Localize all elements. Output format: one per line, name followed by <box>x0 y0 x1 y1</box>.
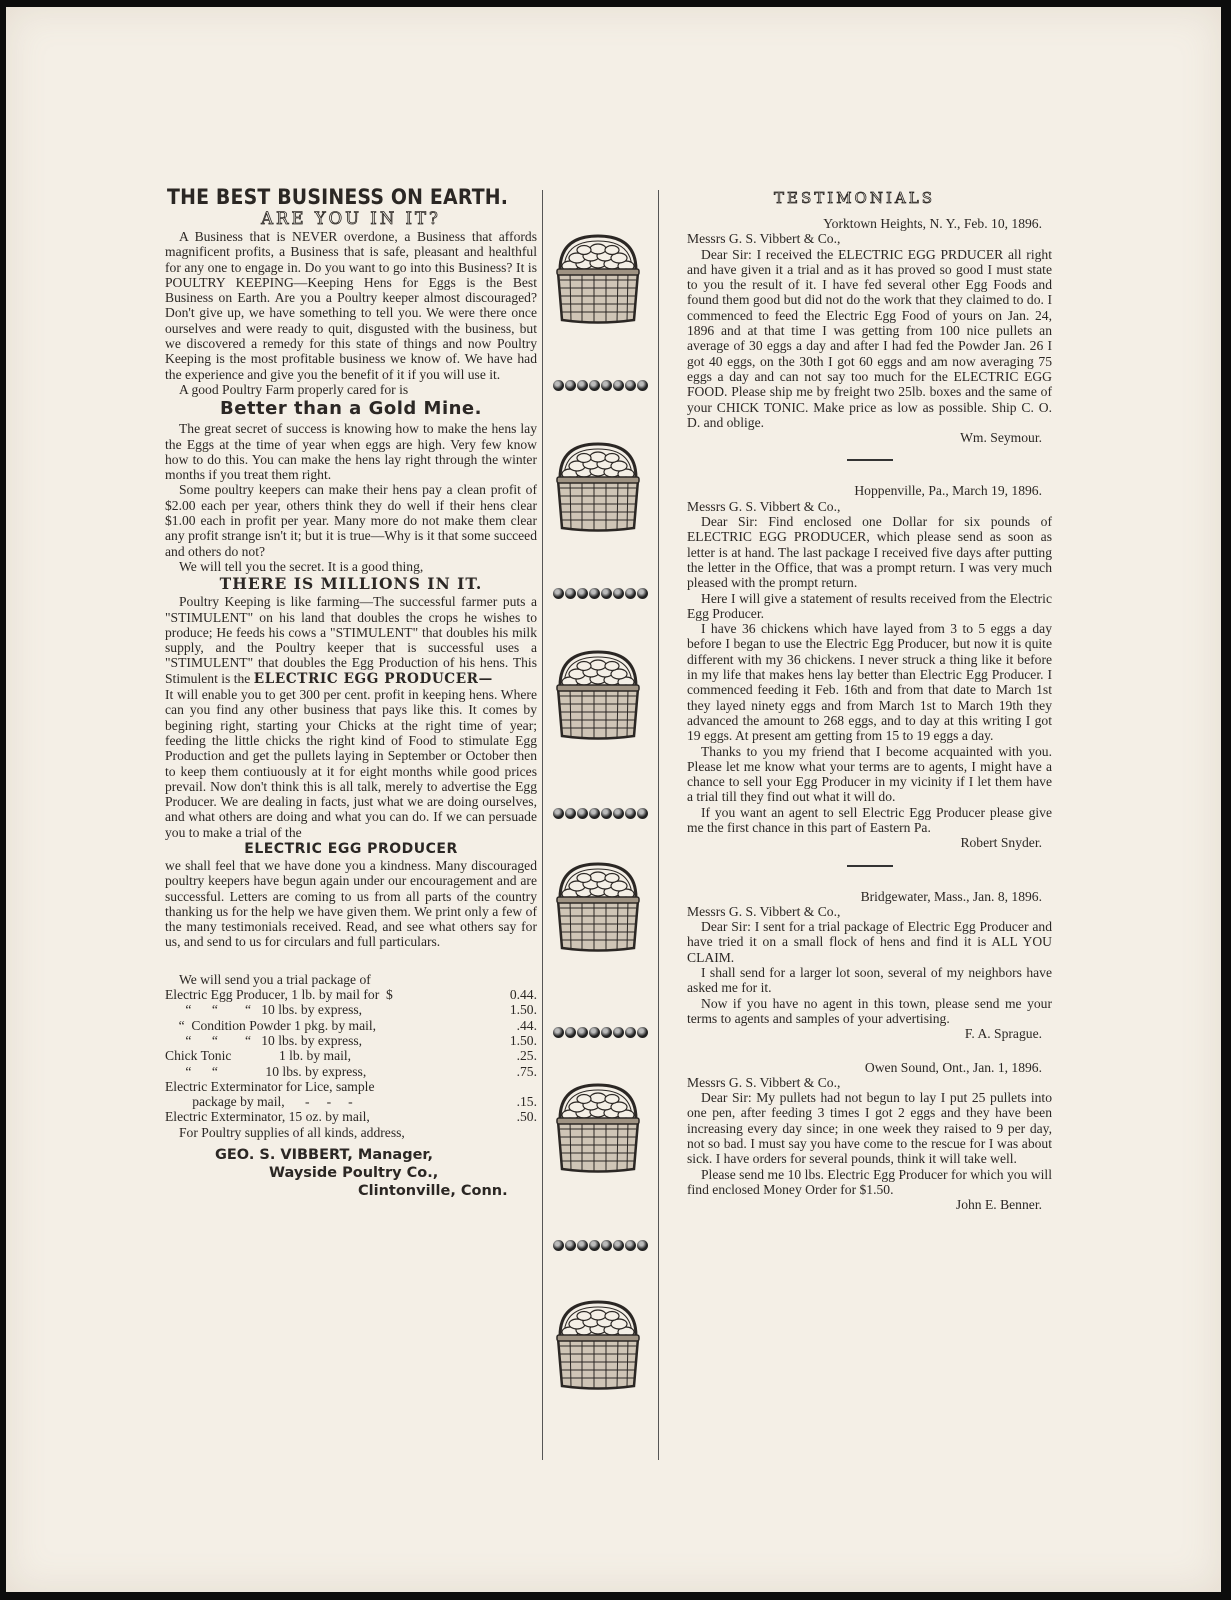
separator-rule <box>847 459 893 461</box>
testimonial-body: If you want an agent to sell Electric Egg Producer please give me the first chance in this part of Eastern Pa. <box>687 804 1052 835</box>
testimonial-salutation: Messrs G. S. Vibbert & Co., <box>687 903 841 919</box>
signature-company: Wayside Poultry Co., <box>269 1165 439 1182</box>
testimonial-body: Dear Sir: I sent for a trial package of Electric Egg Producer and have tried it on a small flock of hens and find it is ALL YOU CLAIM. <box>687 919 1052 965</box>
testimonial-body: I shall send for a larger lot soon, several of my neighbors have asked me for it. <box>687 965 1052 996</box>
testimonial-body: Dear Sir: My pullets had not begun to lay I put 25 pullets into one pen, after feeding 3 times I got 2 eggs and they have been increasing every day since; in one week they raised to 9 per day, not so bad. I must say you have come to the rescue for I was about sick. I have orders for several pounds, think it will take well. <box>687 1090 1052 1167</box>
subheadline: ARE YOU IN IT? <box>261 209 441 228</box>
signature-town: Clintonville, Conn. <box>358 1183 508 1200</box>
profit-claim-paragraph: It will enable you to get 300 per cent. profit in keeping hens. Where can you find any other business that pays like this. It comes by begining right, starting your Chicks at the right time of year; feeding the little chicks the right kind of Food to stimulate Egg Production and get the pullets laying in September or October then to keep them contiuously at it for eight months while good prices prevail. Now don't think this is all talk, merely to advertise the Egg Producer. We are dealing in facts, just what we are doing ourselves, and what others are doing and what you can do. If we can persuade you to make a trial of the <box>165 687 537 840</box>
egg-basket-icon <box>548 644 648 744</box>
signature-manager: GEO. S. VIBBERT, Manager, <box>215 1147 433 1164</box>
price-row: “ “ “ 10 lbs. by express, 1.50. <box>165 1002 537 1018</box>
testimonial-body: I have 36 chickens which have layed from 3 to 5 eggs a day before I began to use the Electric Egg Producer, but now it is quite different with my 36 chickens. I never struck a thing like it before in my life that makes hens lay better than Electric Egg Producer. I commenced feeding it Feb. 16th and from that date to March 1st they layed ninety eggs and from March 1st to March 19th they advanced the amount to 268 eggs, and to day at this writing I got 19 eggs. At present am getting from 15 to 19 eggs a day. <box>687 621 1052 744</box>
profit-paragraph: Some poultry keepers can make their hens pay a clean profit of $2.00 each per year, others think they do well if their hens clear $1.00 each in profit per year. Many more do not make them clear any profit strange isn't it; but it is true—Why is it that some succeed and others do not? <box>165 482 537 559</box>
testimonial-body: Thanks to you my friend that I become acquainted with you. Please let me know what your terms are to agents, I might have a chance to sell your Egg Producer in my vicinity if I let them have a trial till they find out what it will do. <box>687 743 1052 805</box>
millions-heading: THERE IS MILLIONS IN IT. <box>219 574 483 594</box>
testimonial-place-date: Bridgewater, Mass., Jan. 8, 1896. <box>860 888 1042 904</box>
price-row: “ Condition Powder 1 pkg. by mail, .44. <box>165 1017 537 1033</box>
intro-paragraph: A Business that is NEVER overdone, a Business that affords magnificent profits, a Business that is safe, pleasant and healthful for any one to engage in. Do you want to go into this Business? It is POULTRY KEEPING—Keeping Hens for Eggs is the Best Business on Earth. Are you a Poultry keeper almost discouraged? Don't give up, we have something to tell you. We were there once ourselves and were ready to quit, disgusted with the business, but we discovered a remedy for this state of things and now Poultry Keeping is the most profitable business we know of. We have had the experience and give you the benefit of it if you will use it. <box>165 229 537 382</box>
stimulent-text: Poultry Keeping is like farming—The successful farmer puts a "STIMULENT" on his land that doubles the crops he wishes to produce; He feeds his cows a "STIMULENT" that doubles his milk supply, and the Poultry keeper that is successful uses a "STIMULENT" that doubles the Egg Production of his hens. This Stimulent is the <box>165 594 537 686</box>
price-row: Electric Exterminator, 15 oz. by mail, .50. <box>165 1109 537 1125</box>
poultry-farm-line: A good Poultry Farm properly cared for is <box>179 381 409 397</box>
testimonial-body: Here I will give a statement of results received from the Electric Egg Producer. <box>687 590 1052 621</box>
testimonial-signature: F. A. Sprague. <box>964 1026 1042 1042</box>
secret-paragraph: The great secret of success is knowing how to make the hens lay the Eggs at the time of year when eggs are high. Very few know how to do this. You can make the hens lay right through the winter months if you treat them right. <box>165 421 537 483</box>
secret-line: We will tell you the secret. It is a good thing, <box>179 558 424 574</box>
price-row: “ “ 10 lbs. by express, .75. <box>165 1063 537 1079</box>
left-column <box>165 185 537 1200</box>
egg-basket-icon <box>548 1294 648 1394</box>
testimonial-body: Dear Sir: I received the ELECTRIC EGG PRDUCER all right and have given it a trial and as it has proved so good I must state to you the result of it. I have fed several other Egg Foods and found them good but did not do the work that they claimed to do. I commenced to feed the Electric Egg Food of yours on Jan. 24, 1896 and at that time I was getting from 100 nice pullets an average of 30 eggs a day and after I had fed the Powder Jan. 26 I got 40 eggs, on the 30th I got 60 eggs and am now averaging 75 eggs a day and can not say too much for the ELECTRIC EGG FOOD. Please ship me by freight two 25lb. boxes and the same of your CHICK TONIC. Make price as low as possible. Ship C. O. D. and oblige. <box>687 246 1052 430</box>
egg-basket-icon <box>548 856 648 956</box>
testimonial-signature: Wm. Seymour. <box>960 430 1042 446</box>
price-intro: We will send you a trial package of <box>179 971 371 987</box>
testimonial-body: Dear Sir: Find enclosed one Dollar for six pounds of ELECTRIC EGG PRODUCER, which please send as soon as letter is at hand. The last package I received five days after putting the letter in the Office, that was a prompt return. I was very much pleased with the prompt return. <box>687 514 1052 591</box>
price-row: Electric Egg Producer, 1 lb. by mail for $ 0.44. <box>165 987 537 1003</box>
testimonial-body: Please send me 10 lbs. Electric Egg Producer for which you will find enclosed Money Order for $1.50. <box>687 1166 1052 1197</box>
testimonial-sprague <box>687 889 1052 1042</box>
stimulent-paragraph <box>165 594 537 687</box>
price-row: package by mail, - - - .15. <box>165 1094 537 1110</box>
bead-ornament-icon <box>553 808 648 820</box>
egg-producer-heading: ELECTRIC EGG PRODUCER <box>244 840 458 857</box>
kindness-paragraph: we shall feel that we have done you a kindness. Many discouraged poultry keepers have begun again under our encouragement and are successful. Letters are coming to us from all parts of the country thanking us for the help we have given them. We print only a few of the many testimonials received. Read, and see what others say for us, and send to us for circulars and full particulars. <box>165 857 537 950</box>
testimonial-seymour <box>687 216 1052 445</box>
testimonial-salutation: Messrs G. S. Vibbert & Co., <box>687 231 841 247</box>
testimonial-snyder <box>687 483 1052 850</box>
testimonial-salutation: Messrs G. S. Vibbert & Co., <box>687 1074 841 1090</box>
testimonials-heading: TESTIMONIALS <box>774 189 935 207</box>
column-rule-left <box>542 190 543 1460</box>
bead-ornament-icon <box>553 1027 648 1039</box>
price-row: “ “ “ 10 lbs. by express, 1.50. <box>165 1032 537 1048</box>
testimonial-signature: John E. Benner. <box>955 1197 1042 1213</box>
testimonial-signature: Robert Snyder. <box>960 835 1042 851</box>
egg-producer-inline: ELECTRIC EGG PRODUCER— <box>253 670 493 687</box>
egg-basket-icon <box>548 228 648 328</box>
testimonial-benner <box>687 1060 1052 1213</box>
testimonial-salutation: Messrs G. S. Vibbert & Co., <box>687 498 841 514</box>
testimonial-place-date: Owen Sound, Ont., Jan. 1, 1896. <box>864 1059 1042 1075</box>
testimonial-place-date: Yorktown Heights, N. Y., Feb. 10, 1896. <box>823 216 1042 231</box>
testimonial-body: Now if you have no agent in this town, please send me your terms to agents and samples of your advertising. <box>687 995 1052 1026</box>
price-row: Electric Exterminator for Lice, sample <box>165 1078 375 1094</box>
price-list <box>165 987 537 1125</box>
right-column <box>687 188 1052 1213</box>
bead-ornament-icon <box>553 1240 648 1252</box>
gold-mine-heading: Better than a Gold Mine. <box>220 398 482 420</box>
testimonial-place-date: Hoppenville, Pa., March 19, 1896. <box>854 483 1042 499</box>
supplies-line: For Poultry supplies of all kinds, address, <box>179 1124 405 1140</box>
separator-rule <box>847 865 893 867</box>
egg-basket-icon <box>548 1077 648 1177</box>
column-rule-right <box>658 190 659 1460</box>
bead-ornament-icon <box>553 380 648 392</box>
bead-ornament-icon <box>553 588 648 600</box>
headline: THE BEST BUSINESS ON EARTH. <box>167 185 509 209</box>
price-row: Chick Tonic 1 lb. by mail, .25. <box>165 1048 537 1064</box>
egg-basket-icon <box>548 436 648 536</box>
